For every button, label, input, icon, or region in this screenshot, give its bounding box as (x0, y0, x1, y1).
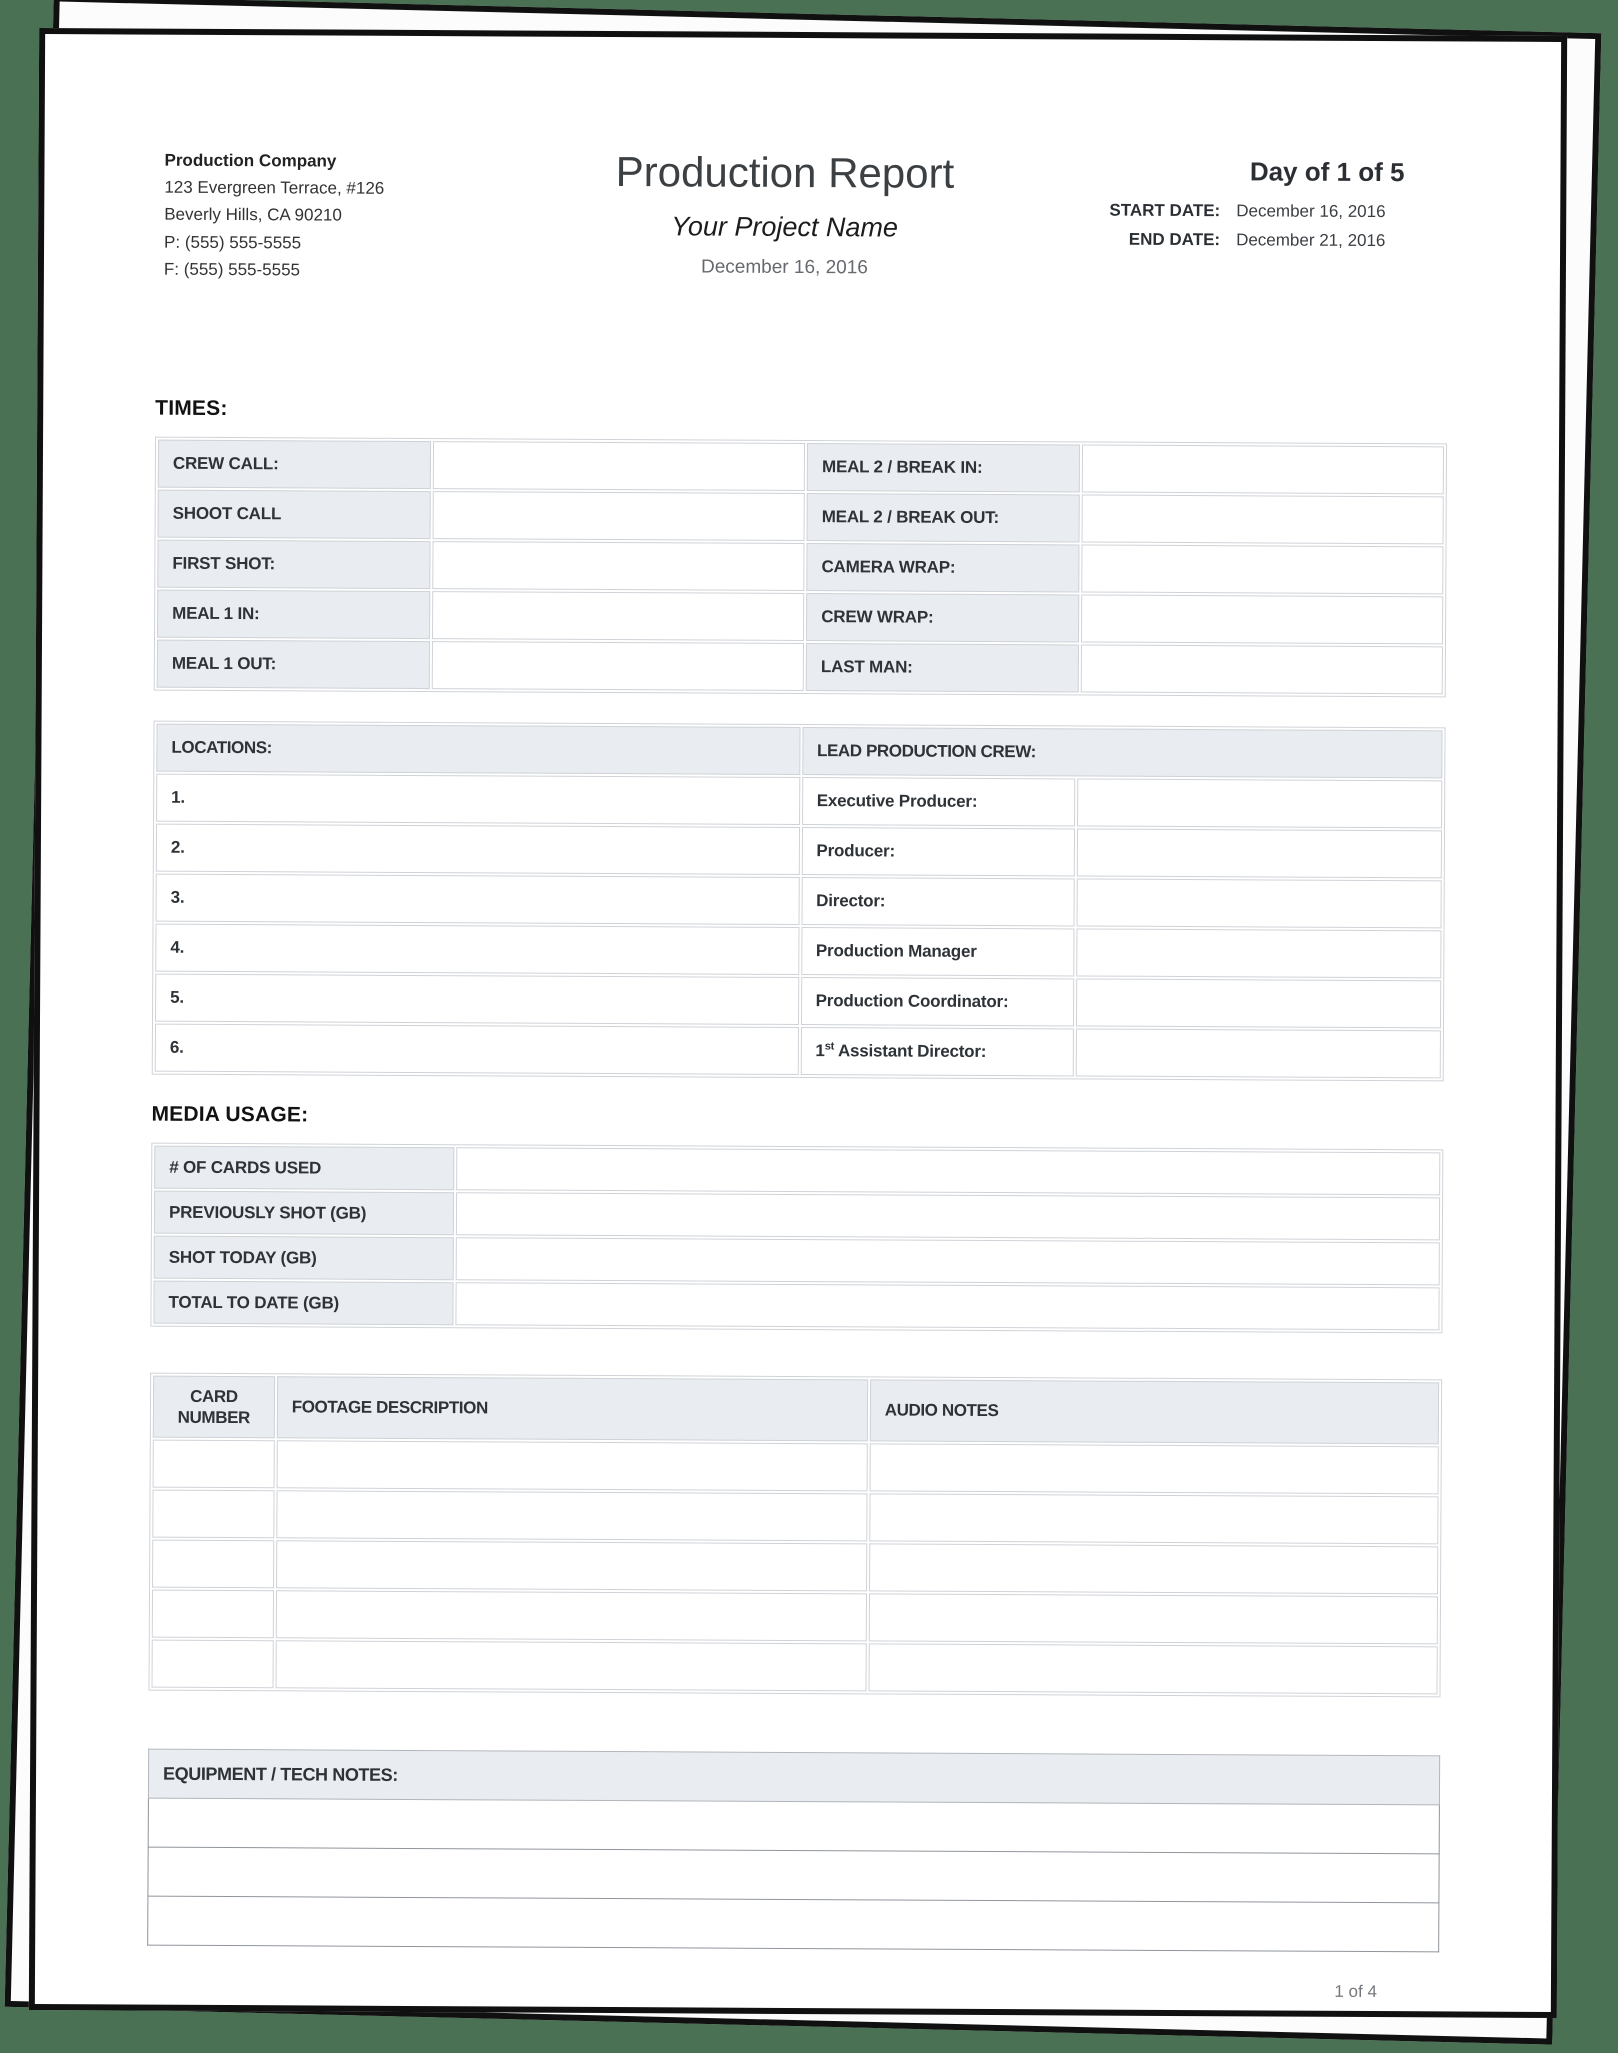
time-value-cell (432, 541, 805, 591)
start-date-label: START DATE: (1109, 200, 1221, 221)
times-table (154, 437, 1447, 698)
footage-description-column-header: FOOTAGE DESCRIPTION (277, 1376, 868, 1441)
media-usage-heading: MEDIA USAGE: (151, 1102, 309, 1127)
footage-row (152, 1490, 1438, 1545)
times-row (158, 490, 1444, 545)
crew-name-cell (1076, 978, 1442, 1028)
equipment-note-row (148, 1847, 1439, 1903)
locations-crew-row (156, 774, 1442, 829)
equipment-note-row (148, 1896, 1439, 1952)
time-value-cell (432, 441, 805, 491)
footage-description-cell (276, 1540, 867, 1591)
crew-role-cell (800, 1027, 1073, 1076)
date-range (1083, 200, 1404, 251)
media-label-cell: SHOT TODAY (GB) (154, 1236, 455, 1281)
crew-name-cell (1076, 928, 1442, 978)
footage-header-row (153, 1376, 1439, 1445)
equipment-note-cell (148, 1896, 1439, 1952)
project-name: Your Project Name (671, 211, 899, 243)
time-label-cell: MEAL 1 IN: (157, 590, 430, 639)
time-label-cell: MEAL 1 OUT: (157, 640, 430, 689)
first-ad-label-ordinal: st (824, 1040, 835, 1053)
locations-crew-header-row (156, 724, 1442, 779)
media-row (154, 1146, 1440, 1196)
media-label-cell: # OF CARDS USED (154, 1146, 455, 1191)
locations-crew-row (156, 874, 1442, 929)
equipment-header-row (148, 1749, 1439, 1805)
media-value-cell (456, 1192, 1440, 1240)
crew-role-cell: Production Coordinator: (801, 977, 1074, 1026)
media-value-cell (456, 1237, 1440, 1285)
locations-crew-table (152, 721, 1446, 1082)
crew-name-cell (1076, 828, 1442, 878)
time-value-cell (432, 491, 805, 541)
footage-row (152, 1640, 1438, 1695)
company-name: Production Company (164, 150, 337, 171)
card-number-cell (152, 1490, 274, 1539)
time-label-cell: SHOOT CALL (158, 490, 431, 539)
company-info-block (156, 147, 487, 285)
card-number-column-header: CARD NUMBER (153, 1376, 275, 1439)
audio-notes-cell (869, 1493, 1438, 1544)
crew-header-cell: LEAD PRODUCTION CREW: (802, 727, 1443, 778)
location-number-cell: 3. (156, 874, 800, 925)
crew-name-cell (1076, 878, 1442, 928)
times-row (157, 640, 1443, 695)
document-title: Production Report (615, 148, 955, 197)
times-row (158, 440, 1444, 495)
time-label-cell: CREW CALL: (158, 440, 431, 489)
first-ad-label-number: 1 (815, 1041, 825, 1061)
media-row (154, 1191, 1440, 1241)
audio-notes-cell (868, 1643, 1437, 1694)
time-value-cell (1082, 444, 1445, 494)
footage-row (152, 1590, 1438, 1645)
media-label-cell: TOTAL TO DATE (GB) (153, 1281, 454, 1326)
card-number-cell (152, 1590, 274, 1639)
card-number-cell (152, 1540, 274, 1589)
locations-header-cell: LOCATIONS: (156, 724, 800, 775)
crew-role-cell: Director: (801, 877, 1074, 926)
footage-row (152, 1540, 1438, 1595)
time-label-cell: CAMERA WRAP: (806, 543, 1079, 592)
time-label-cell: LAST MAN: (806, 643, 1079, 692)
locations-crew-row (156, 824, 1442, 879)
dates-block (1083, 151, 1449, 251)
document-header (156, 147, 1449, 330)
footage-description-cell (276, 1440, 867, 1491)
time-value-cell (431, 641, 804, 691)
equipment-notes-table (147, 1749, 1440, 1953)
time-value-cell (1081, 494, 1444, 544)
locations-crew-row (155, 924, 1441, 979)
audio-notes-cell (869, 1443, 1438, 1494)
card-number-cell (153, 1440, 275, 1489)
location-number-cell: 6. (155, 1024, 799, 1075)
company-fax: F: (555) 555-5555 (163, 259, 301, 280)
times-section-heading: TIMES: (155, 396, 228, 421)
audio-notes-column-header: AUDIO NOTES (870, 1379, 1440, 1444)
media-row (153, 1281, 1439, 1331)
end-date-label: END DATE: (1128, 229, 1221, 250)
locations-crew-row (155, 974, 1441, 1029)
times-row (157, 590, 1443, 645)
media-value-cell (457, 1147, 1441, 1195)
audio-notes-cell (869, 1543, 1438, 1594)
company-address-line1: 123 Evergreen Terrace, #126 (164, 177, 385, 199)
media-usage-table (150, 1143, 1443, 1334)
start-date-value: December 16, 2016 (1236, 201, 1386, 222)
footage-description-cell (275, 1640, 866, 1691)
audio-notes-cell (869, 1593, 1438, 1644)
media-row (154, 1236, 1440, 1286)
media-label-cell: PREVIOUSLY SHOT (GB) (154, 1191, 455, 1236)
footage-table (148, 1373, 1442, 1698)
time-label-cell: CREW WRAP: (806, 593, 1079, 642)
report-date: December 16, 2016 (700, 256, 868, 279)
locations-crew-row (155, 1024, 1441, 1079)
time-label-cell: MEAL 2 / BREAK IN: (807, 443, 1080, 492)
company-address-line2: Beverly Hills, CA 90210 (164, 205, 342, 225)
equipment-note-cell (148, 1847, 1439, 1903)
equipment-notes-heading: EQUIPMENT / TECH NOTES: (148, 1749, 1439, 1805)
equipment-note-cell (148, 1798, 1439, 1854)
location-number-cell: 4. (155, 924, 799, 975)
crew-name-cell (1077, 778, 1443, 828)
production-report-page (29, 28, 1567, 2018)
equipment-note-row (148, 1798, 1439, 1854)
crew-name-cell (1075, 1028, 1441, 1078)
title-block (486, 148, 1084, 280)
company-phone: P: (555) 555-5555 (164, 232, 302, 252)
page-number-indicator: 1 of 4 (1334, 1981, 1377, 2002)
footage-description-cell (276, 1490, 867, 1541)
footage-row (153, 1440, 1439, 1495)
first-ad-label-text: Assistant Director: (834, 1041, 987, 1061)
location-number-cell: 1. (156, 774, 800, 825)
times-row (157, 540, 1443, 595)
time-value-cell (1081, 594, 1444, 644)
time-label-cell: MEAL 2 / BREAK OUT: (807, 493, 1080, 542)
location-number-cell: 5. (155, 974, 799, 1025)
time-value-cell (1080, 644, 1443, 694)
crew-role-cell: Executive Producer: (802, 777, 1075, 826)
day-count: Day of 1 of 5 (1249, 156, 1405, 188)
time-value-cell (432, 591, 805, 641)
end-date-value: December 21, 2016 (1236, 230, 1386, 251)
media-value-cell (456, 1282, 1440, 1330)
time-value-cell (1081, 544, 1444, 594)
footage-description-cell (276, 1590, 867, 1641)
card-number-cell (152, 1640, 274, 1689)
time-label-cell: FIRST SHOT: (157, 540, 430, 589)
location-number-cell: 2. (156, 824, 800, 875)
crew-role-cell: Production Manager (801, 927, 1074, 976)
crew-role-cell: Producer: (801, 827, 1074, 876)
